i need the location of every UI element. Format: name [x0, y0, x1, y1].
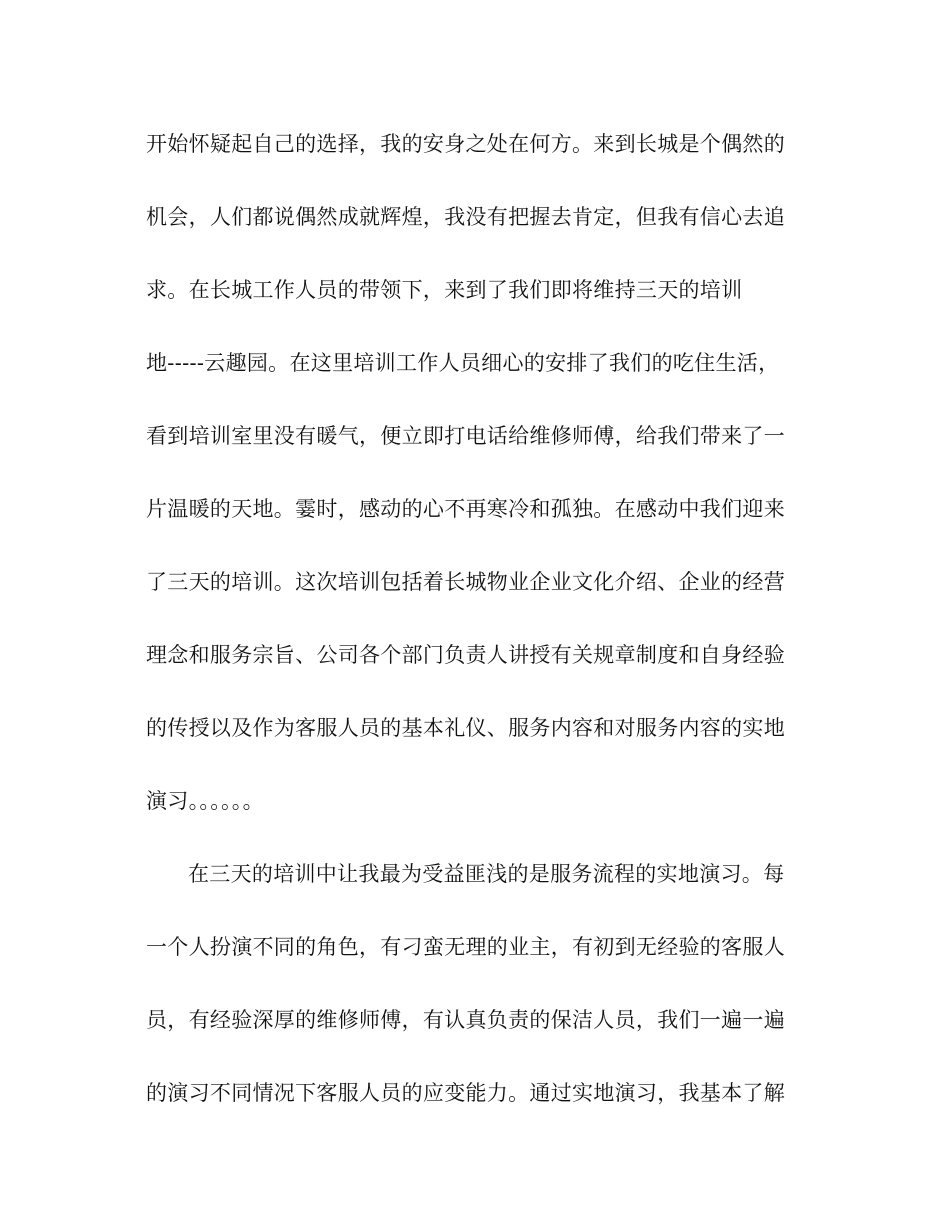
body-text — [146, 122, 806, 1144]
text-line: 看到培训室里没有暖气，便立即打电话给维修师傅，给我们带来了一 — [146, 424, 785, 448]
text-line: 了三天的培训。这次培训包括着长城物业企业文化介绍、企业的经营 — [146, 570, 785, 594]
text-line: 的传授以及作为客服人员的基本礼仪、服务内容和对服务内容的实地 — [146, 716, 785, 740]
text-line: 的演习不同情况下客服人员的应变能力。通过实地演习，我基本了解 — [146, 1081, 785, 1105]
text-line: 一个人扮演不同的角色，有刁蛮无理的业主，有初到无经验的客服人 — [146, 935, 785, 959]
text-line: 理念和服务宗旨、公司各个部门负责人讲授有关规章制度和自身经验 — [146, 643, 785, 667]
text-line: 地-----云趣园。在这里培训工作人员细心的安排了我们的吃住生活， — [146, 351, 780, 375]
text-line: 演习。。。。。。 — [146, 789, 264, 813]
text-line: 求。在长城工作人员的带领下，来到了我们即将维持三天的培训 — [146, 278, 743, 302]
text-line: 开始怀疑起自己的选择，我的安身之处在何方。来到长城是个偶然的 — [146, 132, 785, 156]
text-line: 机会，人们都说偶然成就辉煌，我没有把握去肯定，但我有信心去追 — [146, 205, 785, 229]
text-line: 员，有经验深厚的维修师傅，有认真负责的保洁人员，我们一遍一遍 — [146, 1008, 785, 1032]
text-line: 片温暖的天地。霎时，感动的心不再寒冷和孤独。在感动中我们迎来 — [146, 497, 785, 521]
paragraph-first-line: 在三天的培训中让我最为受益匪浅的是服务流程的实地演习。每 — [188, 862, 785, 886]
